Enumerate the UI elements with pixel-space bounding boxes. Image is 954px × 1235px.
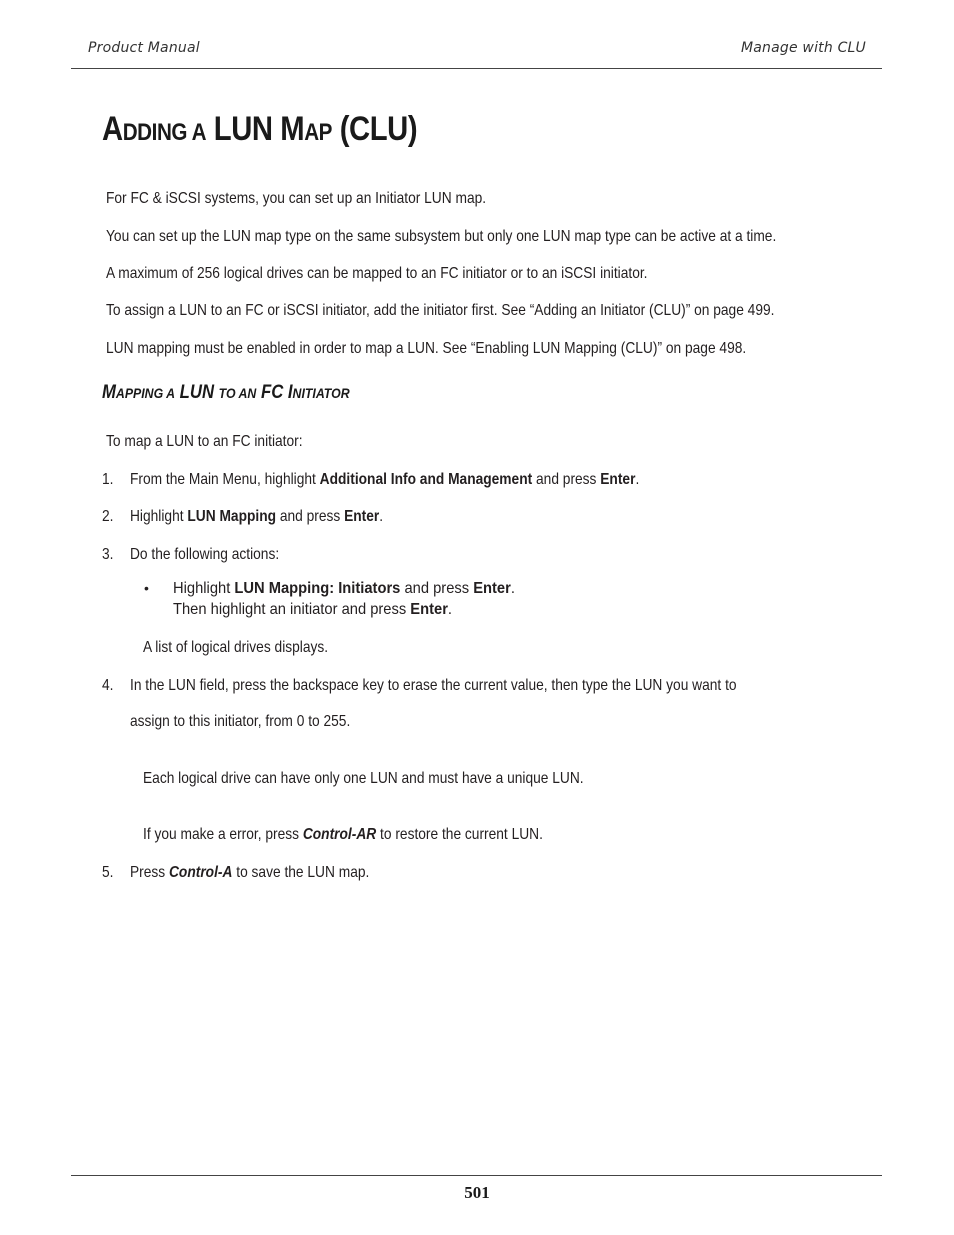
step-3-number: 3. — [102, 546, 114, 563]
step-4-note-2: If you make a error, press Control-AR to restore the current LUN. — [143, 826, 543, 843]
footer-rule — [71, 1175, 882, 1176]
step-1-number: 1. — [102, 471, 114, 488]
running-header-right: Manage with CLU — [740, 40, 866, 56]
step-5-text: Press Control-A to save the LUN map. — [130, 864, 370, 881]
intro-paragraph-3: A maximum of 256 logical drives can be mapped to an FC initiator or to an iSCSI initiator. — [106, 265, 648, 282]
header-rule — [71, 68, 882, 69]
procedure-lead: To map a LUN to an FC initiator: — [106, 433, 303, 450]
step-4-note-1: Each logical drive can have only one LUN and must have a unique LUN. — [143, 770, 584, 787]
step-2-text: Highlight LUN Mapping and press Enter. — [130, 508, 384, 525]
intro-paragraph-1: For FC & iSCSI systems, you can set up an Initiator LUN map. — [106, 190, 487, 207]
step-3-note: A list of logical drives displays. — [143, 639, 329, 656]
intro-paragraph-4: To assign a LUN to an FC or iSCSI initiator, add the initiator first. See “Adding an Initiator (CLU)” on page 499. — [106, 302, 775, 319]
bullet-line-1: Highlight LUN Mapping: Initiators and press Enter. — [173, 580, 515, 597]
bullet-marker: • — [144, 580, 149, 596]
bullet-line-2: Then highlight an initiator and press Enter. — [173, 601, 453, 618]
page-title: ADDING A LUN MAP (CLU) — [102, 110, 418, 148]
step-4-number: 4. — [102, 677, 114, 694]
step-4-text-line-1: In the LUN field, press the backspace key to erase the current value, then type the LUN you want to — [130, 677, 737, 694]
running-header-left: Product Manual — [88, 40, 200, 56]
step-2-number: 2. — [102, 508, 114, 525]
step-5-number: 5. — [102, 864, 114, 881]
section-heading: MAPPING A LUN TO AN FC INITIATOR — [102, 382, 350, 403]
intro-paragraph-2: You can set up the LUN map type on the same subsystem but only one LUN map type can be active at a time. — [106, 228, 777, 245]
page-number: 501 — [464, 1183, 490, 1202]
step-1-text: From the Main Menu, highlight Additional Info and Management and press Enter. — [130, 471, 640, 488]
intro-paragraph-5: LUN mapping must be enabled in order to map a LUN. See “Enabling LUN Mapping (CLU)” on page 498. — [106, 340, 747, 357]
step-3-text: Do the following actions: — [130, 546, 280, 563]
step-4-text-line-2: assign to this initiator, from 0 to 255. — [130, 713, 351, 730]
